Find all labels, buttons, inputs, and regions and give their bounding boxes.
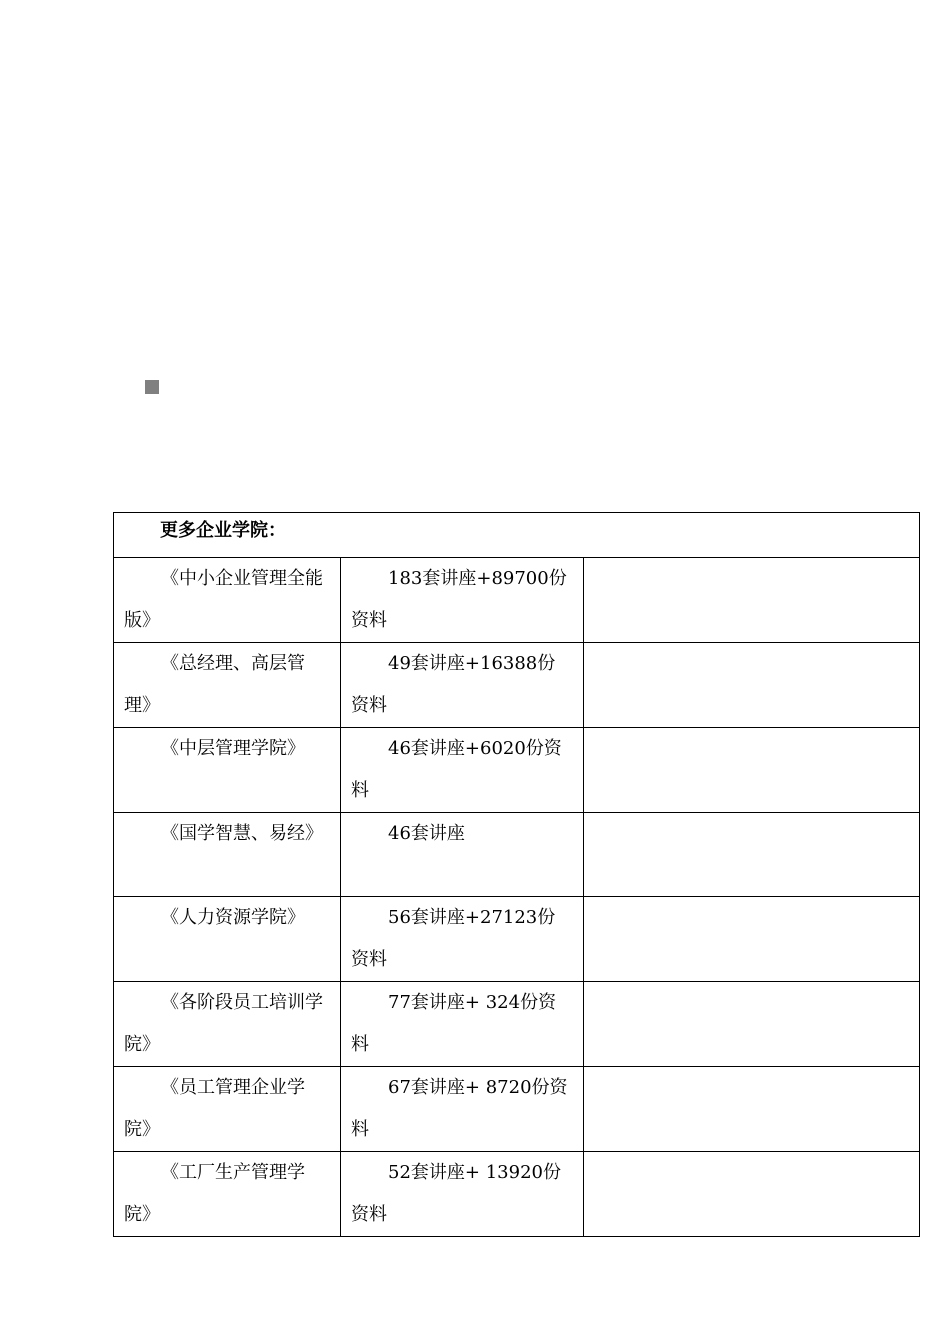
academy-name (114, 643, 341, 728)
academy-content-text: 49套讲座+16388份资料 (351, 653, 556, 716)
academy-name-text: 《人力资源学院》 (161, 907, 305, 928)
academy-name (114, 982, 341, 1067)
academy-content-text: 183套讲座+89700份资料 (351, 568, 567, 631)
table-header-row (114, 513, 920, 558)
academy-name-text: 《中小企业管理全能版》 (124, 568, 323, 631)
academy-extra (584, 558, 920, 643)
academy-name-text: 《国学智慧、易经》 (161, 823, 323, 844)
table-row (114, 643, 920, 728)
academy-extra (584, 728, 920, 813)
academy-content (341, 897, 584, 982)
academy-name (114, 728, 341, 813)
academy-extra (584, 813, 920, 897)
academy-name (114, 813, 341, 897)
table-row (114, 1152, 920, 1237)
academy-content (341, 643, 584, 728)
academy-name-text: 《中层管理学院》 (161, 738, 305, 759)
academy-content (341, 982, 584, 1067)
academy-content-text: 52套讲座+ 13920份资料 (351, 1162, 561, 1225)
academy-name (114, 897, 341, 982)
academy-content-text: 77套讲座+ 324份资料 (351, 992, 557, 1055)
academy-name-text: 《工厂生产管理学院》 (124, 1162, 305, 1225)
academy-content (341, 1152, 584, 1237)
academy-extra (584, 1152, 920, 1237)
academy-extra (584, 982, 920, 1067)
table-row (114, 982, 920, 1067)
table-row (114, 813, 920, 897)
academy-content (341, 813, 584, 897)
square-bullet-icon (145, 380, 159, 394)
academy-extra (584, 897, 920, 982)
academy-name-text: 《总经理、高层管理》 (124, 653, 305, 716)
table-title: 更多企业学院： (114, 513, 920, 558)
academy-content (341, 1067, 584, 1152)
academy-extra (584, 1067, 920, 1152)
academy-name-text: 《员工管理企业学院》 (124, 1077, 305, 1140)
academy-content-text: 46套讲座 (388, 823, 465, 844)
academy-content-text: 56套讲座+27123份资料 (351, 907, 556, 970)
academy-name (114, 1067, 341, 1152)
table-row (114, 728, 920, 813)
academy-table (113, 512, 920, 1237)
academy-content-text: 67套讲座+ 8720份资料 (351, 1077, 568, 1140)
academy-content (341, 728, 584, 813)
academy-extra (584, 643, 920, 728)
table-row (114, 558, 920, 643)
academy-name (114, 1152, 341, 1237)
table-row (114, 897, 920, 982)
academy-name (114, 558, 341, 643)
academy-name-text: 《各阶段员工培训学院》 (124, 992, 323, 1055)
academy-content (341, 558, 584, 643)
table-row (114, 1067, 920, 1152)
academy-content-text: 46套讲座+6020份资料 (351, 738, 562, 801)
